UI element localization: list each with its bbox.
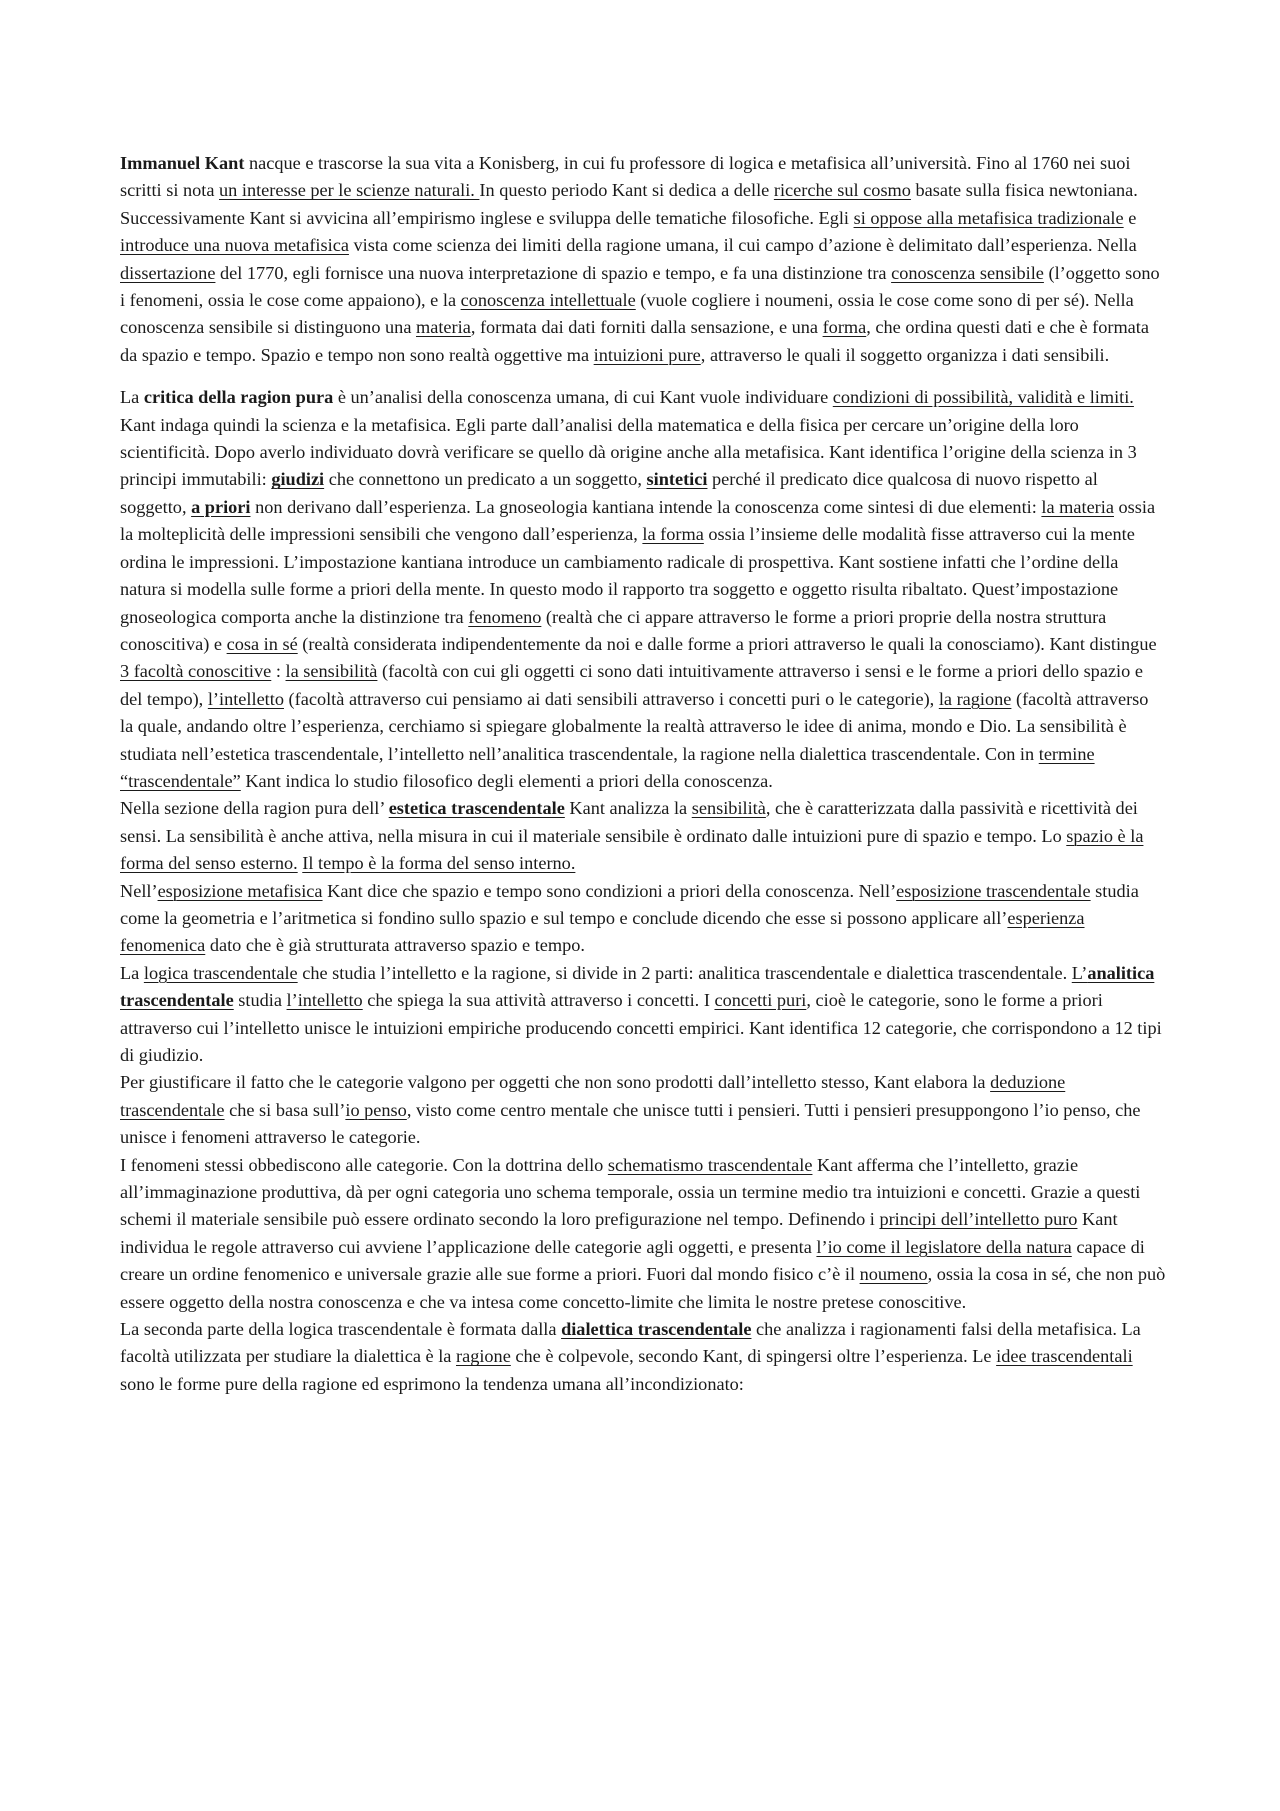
text-run: (vuole cogliere i noumeni, ossia le cose come sono di per sé). Nella conoscenza sensibile si distinguono una (120, 290, 1134, 338)
underlined-term: condizioni di possibilità, validità e limiti. (832, 387, 1134, 408)
paragraph (120, 1316, 1166, 1398)
text-run: vista come scienza dei limiti della ragione umana, il cui campo d’azione è delimitato dall’esperienza. Nella (348, 235, 1137, 256)
text-run: che analizza i ragionamenti falsi della metafisica. La facoltà utilizzata per studiare la dialettica è la (120, 1319, 1141, 1367)
text-run: (realtà considerata indipendentemente da noi e dalle forme a priori attraverso le quali la conosciamo). Kant distingue (297, 633, 1157, 654)
underlined-term: l’intelletto (207, 688, 284, 709)
underlined-term: conoscenza intellettuale (460, 290, 636, 311)
text-run: Nell’ (120, 880, 158, 901)
underlined-term: conoscenza sensibile (891, 262, 1044, 283)
bold-underlined-term: analitica trascendentale (120, 962, 1155, 1011)
underlined-term: la ragione (938, 688, 1012, 709)
underlined-term: materia (416, 317, 471, 338)
underlined-term: dissertazione (120, 262, 216, 283)
text-run: dato che è già strutturata attraverso spazio e tempo. (205, 935, 585, 956)
paragraph (120, 960, 1166, 1070)
text-run: del 1770, egli fornisce una nuova interpretazione di spazio e tempo, e fa una distinzione tra (215, 262, 892, 283)
text-run: La (120, 962, 144, 983)
text-run: ossia la molteplicità delle impressioni sensibili che vengono dall’esperienza, (120, 496, 1156, 545)
underlined-term: spazio è la forma del senso esterno. (120, 825, 1144, 874)
paragraph (120, 878, 1166, 960)
text-run: capace di creare un ordine fenomenico e universale grazie alle sue forme a priori. Fuori dal mondo fisico c’è il (120, 1236, 1145, 1285)
underlined-term: schematismo trascendentale (607, 1154, 813, 1175)
bold-underlined-term: dialettica trascendentale (561, 1319, 752, 1340)
underlined-term: la forma (642, 524, 704, 545)
text-run: : (271, 661, 286, 682)
text-run: , che ordina questi dati e che è formata da spazio e tempo. Spazio e tempo non sono realtà oggettive ma (120, 317, 1149, 365)
text-run: perché il predicato dice qualcosa di nuovo rispetto al soggetto, (120, 469, 1098, 517)
text-run: , attraverso le quali il soggetto organizza i dati sensibili. (700, 344, 1110, 365)
bold-underlined-term: sintetici (646, 469, 708, 490)
bold-term: critica della ragion pura (143, 387, 334, 408)
text-run: , cioè le categorie, sono le forme a priori attraverso cui l’intelletto unisce le intuizioni empiriche producendo concetti empirici. Kant identifica 12 categorie, che corrispondono a 12 tipi di giudizio. (120, 990, 1162, 1065)
text-run: , ossia la cosa in sé, che non può essere oggetto della nostra conoscenza e che va intesa come concetto-limite che limita le nostre pretese conoscitive. (120, 1264, 1166, 1312)
paragraph (120, 1152, 1166, 1316)
text-run: ossia l’insieme delle modalità fisse attraverso cui la mente ordina le impressioni. L’impostazione kantiana introduce un cambiamento radicale di prospettiva. Kant sostiene infatti che l’ordine della natura si modella sulle forme a priori della mente. In questo modo il rapporto tra soggetto e oggetto risulta ribaltato. Quest’impostazione gnoseologica comporta anche la distinzione tra (120, 524, 1135, 627)
text-run: che è colpevole, secondo Kant, di spingersi oltre l’esperienza. Le (510, 1346, 997, 1367)
text-run: non derivano dall’esperienza. La gnoseologia kantiana intende la conoscenza come sintesi di due elementi: (250, 496, 1042, 517)
underlined-term: io penso (345, 1099, 407, 1120)
bold-underlined-term: a priori (191, 496, 251, 517)
bold-underlined-term: estetica trascendentale (388, 798, 565, 819)
text-run: Kant indica lo studio filosofico degli elementi a priori della conoscenza. (240, 770, 773, 791)
underlined-term: ricerche sul cosmo (773, 180, 911, 201)
underlined-term: principi dell’intelletto puro (879, 1209, 1078, 1230)
text-run: che connettono un predicato a un soggetto, (324, 469, 647, 490)
underlined-term: L’ (1071, 962, 1088, 983)
text-run: Per giustificare il fatto che le categorie valgono per oggetti che non sono prodotti dall’intelletto stesso, Kant elabora la (120, 1072, 991, 1093)
text-run: è un’analisi della conoscenza umana, di cui Kant vuole individuare (333, 387, 833, 408)
underlined-term: Il tempo è la forma del senso interno. (302, 853, 576, 874)
text-run: , visto come centro mentale che unisce tutti i pensieri. Tutti i pensieri presuppongono l’io penso, che unisce i fenomeni attraverso le categorie. (120, 1099, 1141, 1148)
underlined-term: ragione (456, 1346, 511, 1367)
text-run: studia come la geometria e l’aritmetica si fondino sullo spazio e sul tempo e conclude dicendo che esse si possono applicare all’ (120, 880, 1139, 928)
text-run: , che è caratterizzata dalla passività e ricettività dei sensi. La sensibilità è anche attiva, nella misura in cui il materiale sensibile è ordinato dalle intuizioni pure di spazio e tempo. Lo (120, 798, 1138, 846)
underlined-term: termine “trascendentale” (120, 743, 1095, 791)
text-run: Kant afferma che l’intelletto, grazie all’immaginazione produttiva, dà per ogni categoria uno schema temporale, ossia un termine medio tra intuizioni e concetti. Grazie a questi schemi il materiale sensibile può essere ordinato secondo la loro prefigurazione nel tempo. Definendo i (120, 1154, 1141, 1230)
text-run: che studia l’intelletto e la ragione, si divide in 2 parti: analitica trascendentale e dialettica trascendentale. (297, 962, 1072, 983)
underlined-term: la sensibilità (285, 661, 378, 682)
underlined-term: esperienza fenomenica (120, 907, 1085, 956)
text-run: (facoltà attraverso la quale, andando oltre l’esperienza, cerchiamo si spiegare globalmente la realtà attraverso le idee di anima, mondo e Dio. La sensibilità è studiata nell’estetica trascendentale, l’intelletto nell’analitica trascendentale, la ragione nella dialettica trascendentale. Con in (120, 688, 1149, 764)
text-run: In questo periodo Kant si dedica a delle (479, 180, 774, 201)
text-run: (l’oggetto sono i fenomeni, ossia le cose come appaiono), e la (120, 262, 1160, 311)
underlined-term: fenomeno (468, 606, 542, 627)
text-run: che spiega la sua attività attraverso i concetti. I (362, 990, 715, 1011)
bold-term: Immanuel Kant (120, 153, 245, 173)
underlined-term: noumeno (859, 1264, 928, 1285)
paragraph (120, 150, 1166, 369)
text-run: basate sulla fisica newtoniana. Successivamente Kant si avvicina all’empirismo inglese e sviluppa delle tematiche filosofiche. Egli (120, 180, 1138, 228)
underlined-term: esposizione trascendentale (896, 880, 1091, 901)
text-run: Kant analizza la (564, 798, 692, 819)
text-run: che si basa sull’ (224, 1099, 346, 1120)
underlined-term: l’intelletto (286, 990, 363, 1011)
text-run: e (1123, 207, 1137, 228)
text-run: Kant individua le regole attraverso cui avviene l’applicazione delle categorie agli oggetti, e presenta (120, 1209, 1118, 1257)
underlined-term: intuizioni pure (593, 344, 701, 365)
underlined-term: forma (822, 317, 867, 338)
text-run: studia (233, 990, 287, 1011)
text-run: Kant indaga quindi la scienza e la metafisica. Egli parte dall’analisi della matematica e della fisica per cercare un’origine della loro scientificità. Dopo averlo individuato dovrà verificare se quello dà origine anche alla metafisica. Kant identifica l’origine della scienza in 3 principi immutabili: (120, 414, 1137, 490)
text-run: Nella sezione della ragion pura dell’ (120, 798, 389, 819)
underlined-term: 3 facoltà conoscitive (120, 661, 272, 682)
paragraph (120, 1069, 1166, 1151)
underlined-term: idee trascendentali (996, 1346, 1133, 1367)
underlined-term: un interesse per le scienze naturali. (219, 180, 480, 201)
underlined-term: logica trascendentale (143, 962, 298, 983)
text-run: La seconda parte della logica trascendentale è formata dalla (120, 1319, 562, 1340)
text-run: sono le forme pure della ragione ed esprimono la tendenza umana all’incondizionato: (120, 1373, 744, 1394)
underlined-term: l’io come il legislatore della natura (816, 1236, 1072, 1257)
document-body (120, 150, 1166, 1398)
text-run: (facoltà con cui gli oggetti ci sono dati intuitivamente attraverso i sensi e le forme a priori dello spazio e del tempo), (120, 661, 1143, 709)
text-run: I fenomeni stessi obbediscono alle categorie. Con la dottrina dello (120, 1154, 608, 1175)
underlined-term: esposizione metafisica (157, 880, 323, 901)
paragraph (120, 384, 1166, 795)
underlined-term: la materia (1041, 496, 1114, 517)
underlined-term: cosa in sé (226, 633, 298, 654)
paragraph (120, 795, 1166, 877)
text-run: (facoltà attraverso cui pensiamo ai dati sensibili attraverso i concetti puri o le categorie), (283, 688, 939, 709)
text-run: Kant dice che spazio e tempo sono condizioni a priori della conoscenza. Nell’ (322, 880, 897, 901)
underlined-term: concetti puri (714, 990, 807, 1011)
text-run: , formata dai dati forniti dalla sensazione, e una (470, 317, 823, 338)
text-run: (realtà che ci appare attraverso le forme a priori proprie della nostra struttura conoscitiva) e (120, 606, 1107, 654)
text-run: nacque e trascorse la sua vita a Konisberg, in cui fu professore di logica e metafisica all’università. Fino al 1760 nei suoi scritti si nota (120, 153, 1131, 201)
text-run: La (120, 387, 144, 408)
underlined-term: sensibilità (691, 798, 766, 819)
bold-underlined-term: giudizi (271, 469, 325, 490)
underlined-term: introduce una nuova metafisica (120, 235, 349, 256)
underlined-term: deduzione trascendentale (120, 1072, 1066, 1120)
underlined-term: si oppose alla metafisica tradizionale (853, 207, 1124, 228)
